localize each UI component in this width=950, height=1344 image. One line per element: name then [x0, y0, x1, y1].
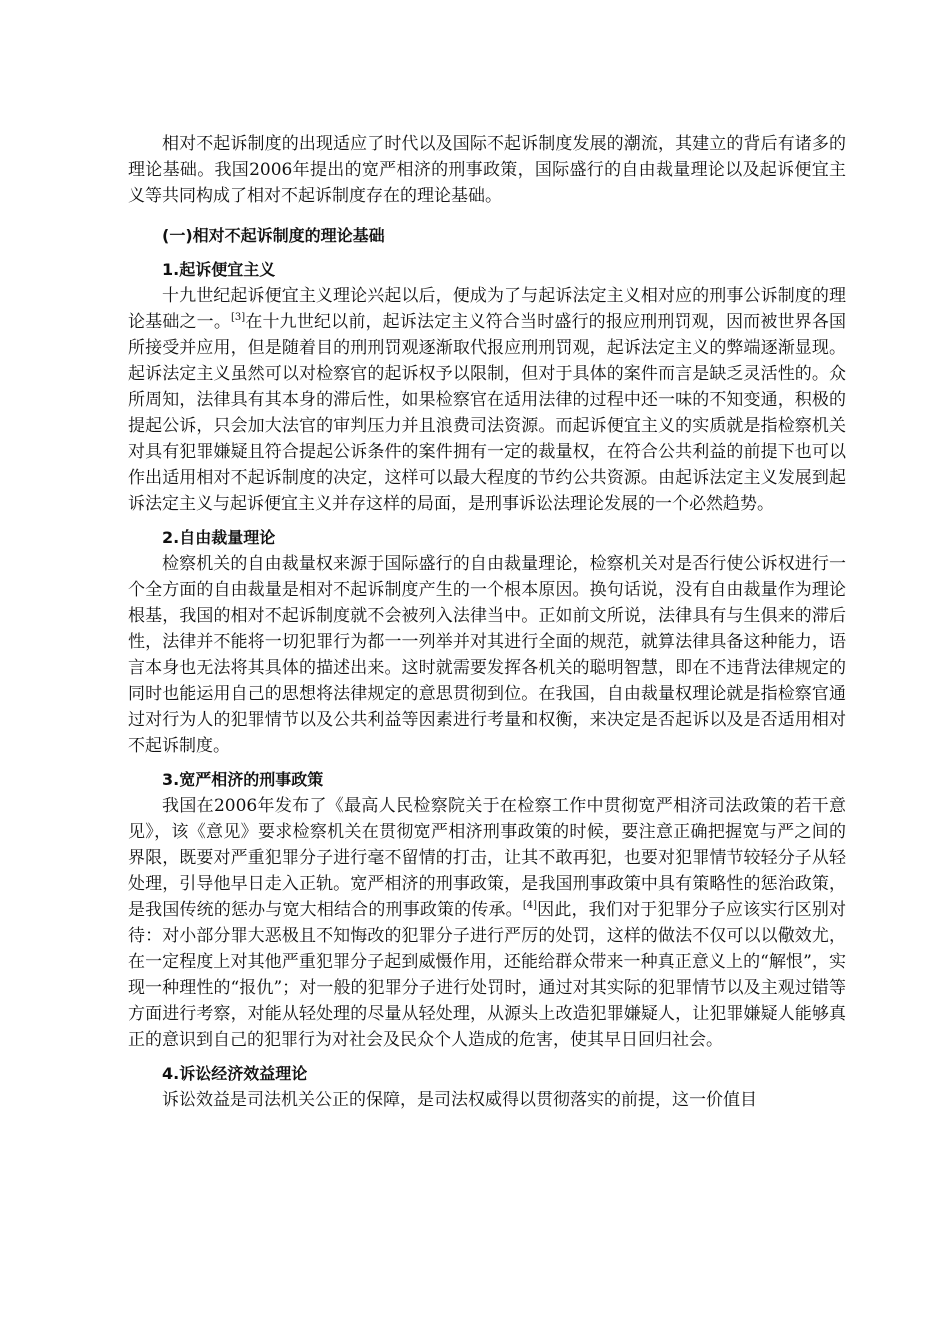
paragraph-litigation-efficiency: 诉讼效益是司法机关公正的保障，是司法权威得以贯彻落实的前提，这一价值目 — [162, 1090, 757, 1110]
paragraph-discretion-theory: 检察机关的自由裁量权来源于国际盛行的自由裁量理论，检察机关对是否行使公诉权进行一个全方面的自由裁量是相对不起诉制度产生的一个根本原因。换句话说，没有自由裁量作为理论根基，我国的相对不起诉制度就不会被列入法律当中。正如前文所说，法律具有与生俱来的滞后性，法律并不能将一切犯罪行为都一一列举并对其进行全面的规范，就算法律具备这种能力，语言本身也无法将其具体的描述出来。这时就需要发挥各机关的聪明智慧，即在不违背法律规定的同时也能运用自己的思想将法律规定的意思贯彻到位。在我国，自由裁量权理论就是指检察官通过对行为人的犯罪情节以及公共利益等因素进行考量和权衡，来决定是否起诉以及是否适用相对不起诉制度。 — [128, 554, 846, 756]
citation-ref: [3] — [231, 312, 246, 323]
paragraph-criminal-policy — [128, 793, 846, 1053]
paragraph-prosecution-discretion — [128, 283, 846, 517]
text-segment: 我国在2006年发布了《最高人民检察院关于在检察工作中贯彻宽严相济司法政策的若干意见》，该《意见》要求检察机关在贯彻宽严相济刑事政策的时候，要注意正确把握宽与严之间的界限，既要对严重犯罪分子进行毫不留情的打击，让其不敢再犯，也要对犯罪情节较轻分子从轻处理，引导他早日走入正轨。宽严相济的刑事政策，是我国刑事政策中具有策略性的惩治政策，是我国传统的惩办与宽大相结合的刑事政策的传承。 — [128, 796, 846, 920]
text-segment: 因此，我们对于犯罪分子应该实行区别对待：对小部分罪大恶极且不知悔改的犯罪分子进行严厉的处罚，这样的做法不仅可以以儆效尤，在一定程度上对其他严重犯罪分子起到威慑作用，还能给群众带来一种真正意义上的“解恨”，实现一种理性的“报仇”；对一般的犯罪分子进行处罚时，通过对其实际的犯罪情节以及主观过错等方面进行考察，对能从轻处理的尽量从轻处理，从源头上改造犯罪嫌疑人，让犯罪嫌疑人能够真正的意识到自己的犯罪行为对社会及民众个人造成的危害，使其早日回归社会。 — [128, 900, 847, 1050]
subsection-title-criminal-policy: 3.宽严相济的刑事政策 — [162, 770, 324, 789]
subsection-title-discretion-theory: 2.自由裁量理论 — [162, 528, 276, 547]
subsection-title-litigation-efficiency: 4.诉讼经济效益理论 — [162, 1064, 308, 1083]
section-heading-theory-basis: (一)相对不起诉制度的理论基础 — [162, 226, 385, 245]
text-segment: 在十九世纪以前，起诉法定主义符合当时盛行的报应刑刑罚观，因而被世界各国所接受并应用，但是随着目的刑刑罚观逐渐取代报应刑刑罚观，起诉法定主义的弊端逐渐显现。起诉法定主义虽然可以对检察官的起诉权予以限制，但对于具体的案件而言是缺乏灵活性的。众所周知，法律具有其本身的滞后性，如果检察官在适用法律的过程中还一味的不知变通，积极的提起公诉，只会加大法官的审判压力并且浪费司法资源。而起诉便宜主义的实质就是指检察机关对具有犯罪嫌疑且符合提起公诉条件的案件拥有一定的裁量权，在符合公共利益的前提下也可以作出适用相对不起诉制度的决定，这样可以最大程度的节约公共资源。由起诉法定主义发展到起诉法定主义与起诉便宜主义并存这样的局面，是刑事诉讼法理论发展的一个必然趋势。 — [128, 312, 846, 514]
subsection-title-prosecution-discretion: 1.起诉便宜主义 — [162, 260, 276, 279]
intro-paragraph: 相对不起诉制度的出现适应了时代以及国际不起诉制度发展的潮流，其建立的背后有诸多的理论基础。我国2006年提出的宽严相济的刑事政策，国际盛行的自由裁量理论以及起诉便宜主义等共同构成了相对不起诉制度存在的理论基础。 — [128, 134, 846, 206]
text-segment: 十九世纪起诉便宜主义理论兴起以后，便成为了与起诉法定主义相对应的刑事公诉制度的理论基础之一。 — [128, 286, 846, 332]
citation-ref: [4] — [522, 900, 538, 911]
